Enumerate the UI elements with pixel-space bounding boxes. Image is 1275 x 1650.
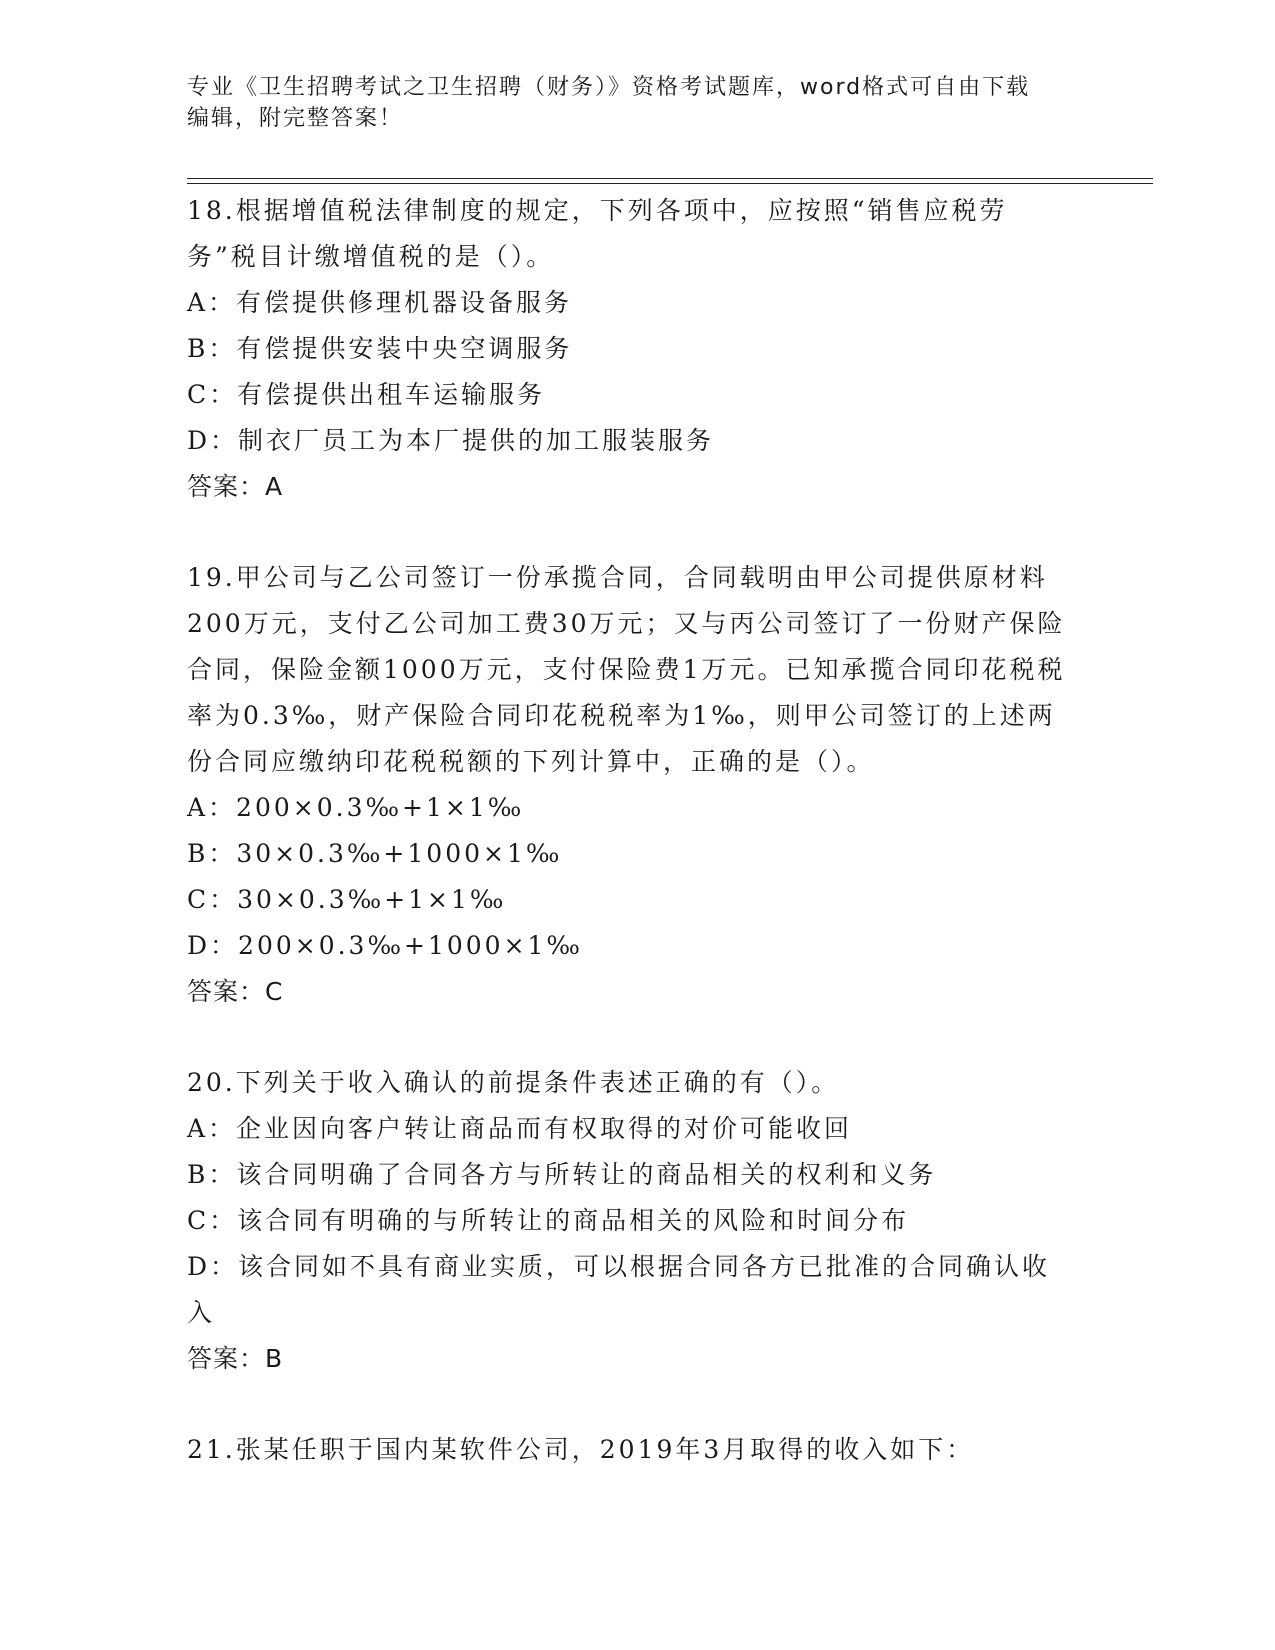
question-stem: 18.根据增值税法律制度的规定，下列各项中，应按照“销售应税劳务”税目计缴增值税的是（）。 (187, 196, 1008, 271)
option-b: B：该合同明确了合同各方与所转让的商品相关的权利和义务 (187, 1160, 937, 1189)
answer-label: 答案：B (187, 1344, 284, 1373)
answer-label: 答案：C (187, 977, 284, 1006)
option-a: A：有偿提供修理机器设备服务 (187, 288, 573, 317)
question-list (187, 188, 1077, 1473)
option-a: A：200×0.3‰+1×1‰ (187, 793, 525, 822)
document-header (187, 72, 1067, 134)
question-19 (187, 555, 1077, 1015)
question-stem: 20.下列关于收入确认的前提条件表述正确的有（）。 (187, 1068, 840, 1097)
option-d: D：该合同如不具有商业实质，可以根据合同各方已批准的合同确认收入 (187, 1252, 1051, 1327)
option-a: A：企业因向客户转让商品而有权取得的对价可能收回 (187, 1114, 853, 1143)
option-b: B：有偿提供安装中央空调服务 (187, 334, 573, 363)
option-d: D：200×0.3‰+1000×1‰ (187, 931, 583, 960)
option-c: C：有偿提供出租车运输服务 (187, 380, 546, 409)
header-line-2: 编辑，附完整答案！ (187, 106, 404, 131)
header-divider-bottom (187, 183, 1153, 184)
question-21 (187, 1427, 1077, 1473)
option-d: D：制衣厂员工为本厂提供的加工服装服务 (187, 426, 715, 455)
option-b: B：30×0.3‰+1000×1‰ (187, 839, 563, 868)
answer-label: 答案：A (187, 472, 284, 501)
question-stem: 21.张某任职于国内某软件公司，2019年3月取得的收入如下： (187, 1435, 975, 1464)
question-20 (187, 1060, 1077, 1382)
question-stem: 19.甲公司与乙公司签订一份承揽合同，合同载明由甲公司提供原材料200万元，支付乙公司加工费30万元；又与丙公司签订了一份财产保险合同，保险金额1000万元，支付保险费1万元。已知承揽合同印花税税率为0.3‰，财产保险合同印花税税率为1‰，则甲公司签订的上述两份合同应缴纳印花税税额的下列计算中，正确的是（）。 (187, 563, 1066, 776)
option-c: C：该合同有明确的与所转让的商品相关的风险和时间分布 (187, 1206, 910, 1235)
option-c: C：30×0.3‰+1×1‰ (187, 885, 507, 914)
header-divider-top (187, 178, 1153, 179)
header-line-1: 专业《卫生招聘考试之卫生招聘（财务）》资格考试题库，word格式可自由下载 (187, 75, 1031, 100)
question-18 (187, 188, 1077, 510)
